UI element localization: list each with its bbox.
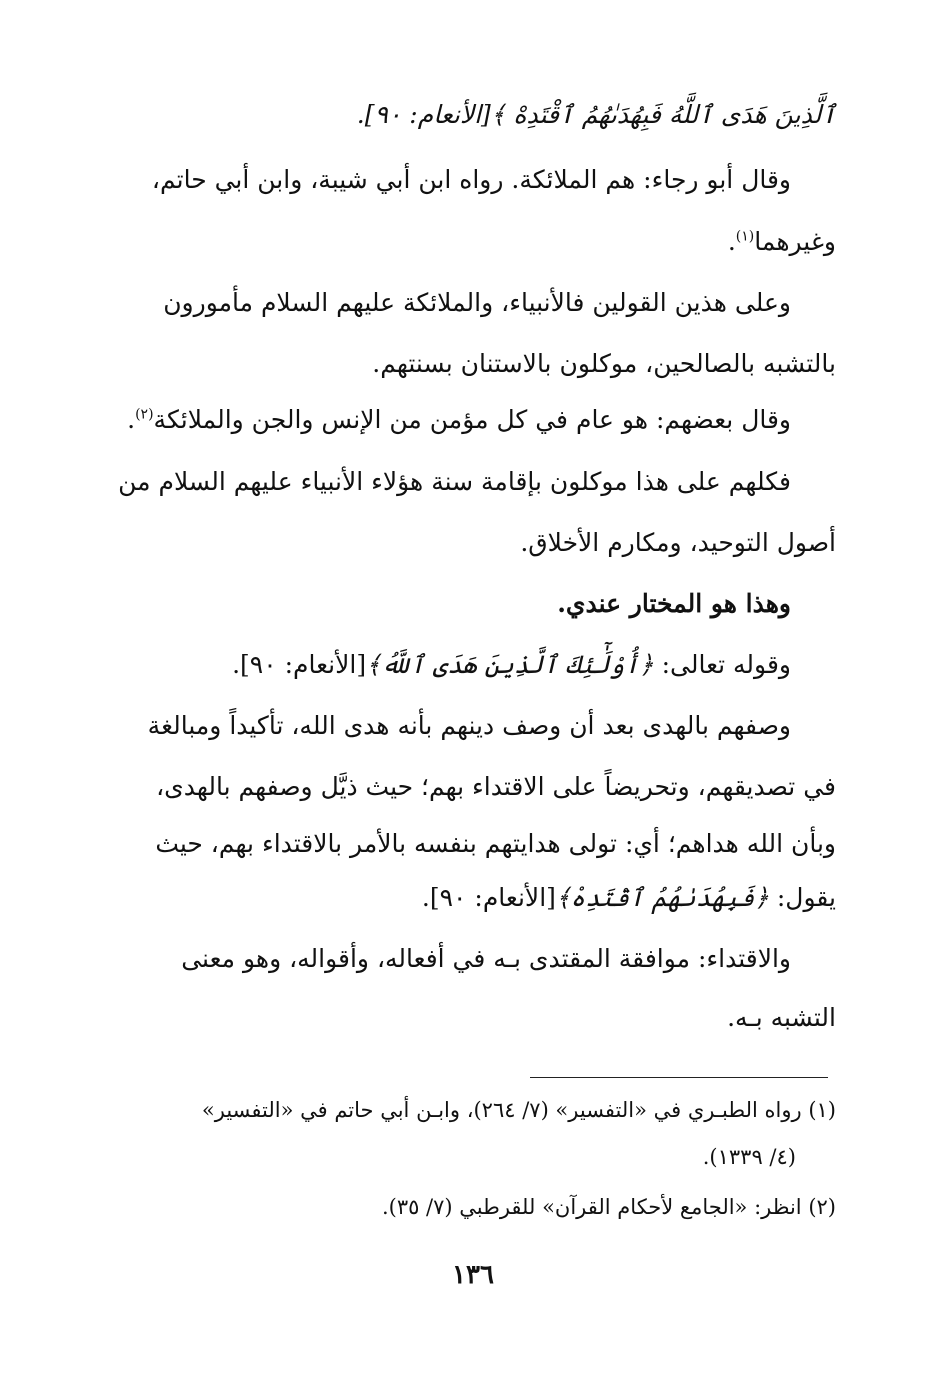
- footnote-text: (١) رواه الطبـري في «التفسير» (٧/ ٢٦٤)، وابـن أبي حاتم في «التفسير»: [201, 1098, 836, 1122]
- footnote-ref[interactable]: (٢): [135, 406, 154, 423]
- body-text: وهذا هو المختار عندي.: [557, 589, 791, 618]
- verse-reference: [الأنعام: ٩٠].: [421, 883, 556, 912]
- paragraph-line: [121, 772, 836, 801]
- body-text: وقال بعضهم: هو عام في كل مؤمن من الإنس والجن والملائكة: [153, 405, 791, 434]
- paragraph-line: [76, 711, 836, 740]
- body-text: .: [127, 405, 136, 434]
- footnote-ref[interactable]: (١): [735, 228, 755, 245]
- quran-verse-line: [121, 100, 836, 129]
- footnote-1-continued: [81, 1145, 796, 1169]
- body-text: وقوله تعالى:: [653, 650, 791, 679]
- emphasis-line: [76, 589, 836, 618]
- footnote-divider: [530, 1077, 828, 1078]
- paragraph-line: [121, 829, 836, 858]
- body-text: بالتشبه بالصالحين، موكلون بالاستنان بسنتهم.: [372, 349, 836, 378]
- paragraph-line: [121, 883, 836, 912]
- body-text: وغيرهما: [754, 227, 836, 256]
- footnote-2: [121, 1195, 836, 1219]
- paragraph-line: [76, 650, 836, 679]
- paragraph-line: [121, 1003, 836, 1032]
- paragraph-line: [76, 467, 836, 496]
- page-number: ١٣٦: [452, 1260, 494, 1290]
- body-text: التشبه بـه.: [727, 1003, 836, 1032]
- paragraph-line: [76, 944, 836, 973]
- body-text: وعلى هذين القولين فالأنبياء، والملائكة عليهم السلام مأمورون: [163, 288, 791, 317]
- body-text: يقول:: [768, 883, 836, 912]
- verse-reference: [الأنعام: ٩٠].: [232, 650, 367, 679]
- body-text: فكلهم على هذا موكلون بإقامة سنة هؤلاء الأنبياء عليهم السلام من: [118, 467, 791, 496]
- body-text: وبأن الله هداهم؛ أي: تولى هدايتهم بنفسه بالأمر بالاقتداء بهم، حيث: [155, 829, 836, 858]
- body-text: والاقتداء: موافقة المقتدى بـه في أفعاله، وأقواله، وهو معنى: [181, 944, 791, 973]
- quran-quote: ﴿فَبِهُدَىٰهُمُ ٱقْتَدِهْ﴾: [555, 883, 769, 912]
- quran-quote: ﴿أُوْلَٰٓئِكَ ٱلَّذِينَ هَدَى ٱللَّهُ﴾: [366, 650, 654, 679]
- paragraph-line: [121, 528, 836, 557]
- body-text: وقال أبو رجاء: هم الملائكة. رواه ابن أبي شيبة، وابن أبي حاتم،: [151, 165, 791, 194]
- footnote-text: (٤/ ١٣٣٩).: [702, 1145, 796, 1169]
- footnote-text: (٢) انظر: «الجامع لأحكام القرآن» للقرطبي (٧/ ٣٥).: [381, 1195, 836, 1219]
- quran-verse-text: ٱلَّذِينَ هَدَى ٱللَّهُ فَبِهُدَىٰهُمُ ٱقْتَدِهْ ﴾[الأنعام: ٩٠].: [356, 100, 836, 129]
- paragraph-line: [76, 288, 836, 317]
- body-text: في تصديقهم، وتحريضاً على الاقتداء بهم؛ حيث ذيَّل وصفهم بالهدى،: [156, 772, 836, 801]
- paragraph-line: [121, 349, 836, 378]
- paragraph-line: [76, 405, 836, 434]
- paragraph-line: [121, 227, 836, 256]
- body-text: وصفهم بالهدى بعد أن وصف دينهم بأنه هدى الله، تأكيداً ومبالغة: [147, 711, 791, 740]
- body-text: أصول التوحيد، ومكارم الأخلاق.: [520, 528, 836, 557]
- body-text: .: [727, 227, 736, 256]
- footnote-1: [121, 1098, 836, 1122]
- paragraph-line: [76, 165, 836, 194]
